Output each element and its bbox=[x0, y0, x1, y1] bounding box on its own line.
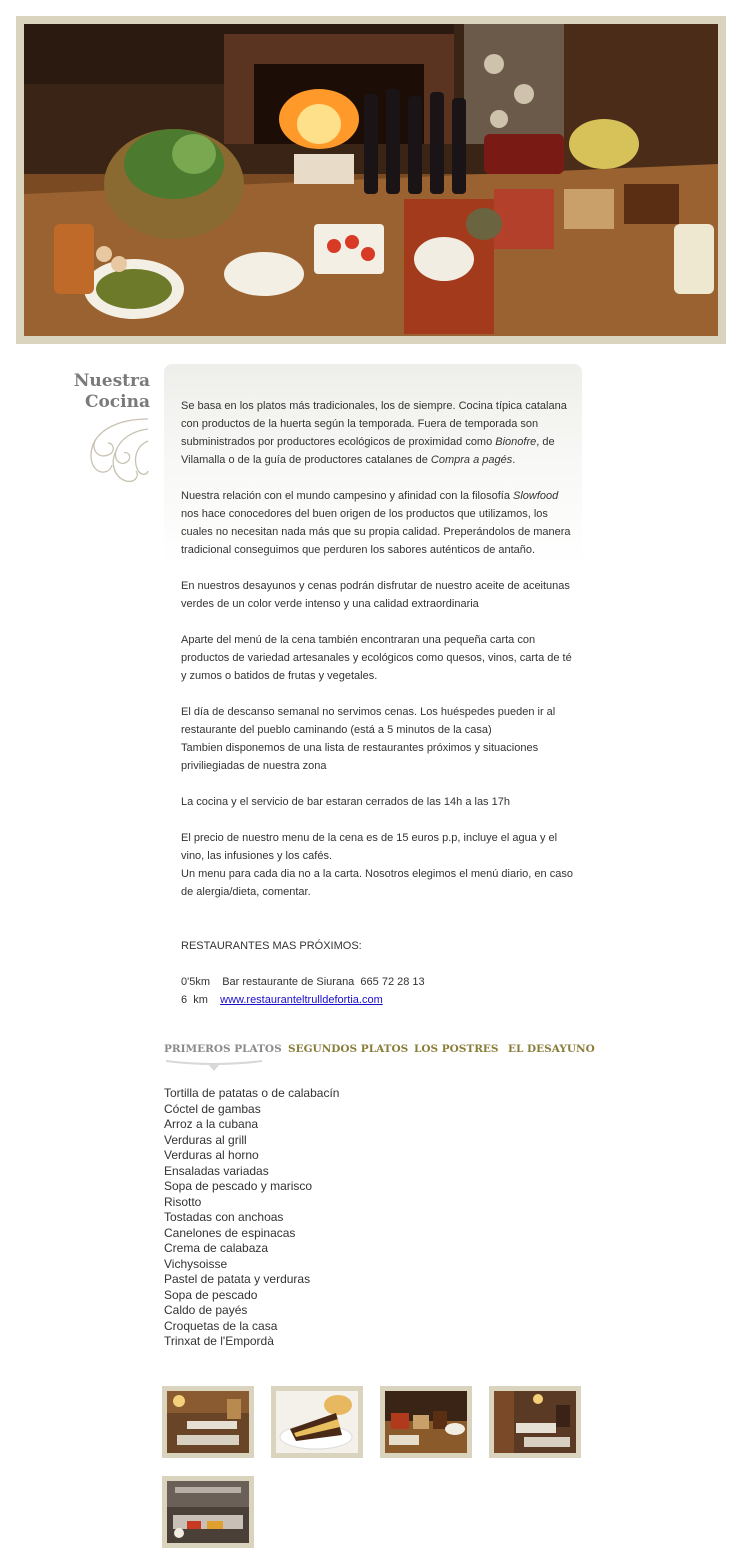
dining-room-photo bbox=[167, 1391, 249, 1453]
list-item: Sopa de pescado y marisco bbox=[164, 1179, 313, 1193]
list-item: Verduras al grill bbox=[164, 1132, 247, 1147]
list-item: Caldo de payés bbox=[164, 1303, 248, 1317]
list-item: Tostadas con anchoas bbox=[164, 1210, 284, 1224]
list-item: Verduras al horno bbox=[164, 1148, 259, 1162]
section-title bbox=[40, 371, 150, 413]
list-item: Trinxat de l'Empordà bbox=[164, 1334, 274, 1348]
list-item: Cóctel de gambas bbox=[164, 1101, 261, 1116]
gallery-thumbnail-buffet[interactable] bbox=[380, 1386, 472, 1458]
tab-el-desayuno[interactable]: EL DESAYUNO bbox=[508, 1043, 595, 1055]
section-title-line1: Nuestra bbox=[73, 371, 150, 391]
buffet-photo bbox=[385, 1391, 467, 1453]
list-item: Arroz a la cubana bbox=[164, 1117, 259, 1131]
paragraph-kitchen-hours: La cocina y el servicio de bar estaran cerrados de las 14h a las 17h bbox=[181, 796, 510, 808]
list-item: Tortilla de patatas o de calabacín bbox=[164, 1086, 340, 1100]
list-item: Sopa de pescado bbox=[164, 1287, 258, 1302]
active-tab-indicator bbox=[164, 1058, 264, 1072]
list-item: Pastel de patata y verduras bbox=[164, 1272, 311, 1286]
paragraph-dinner-menu: Aparte del menú de la cena también encontraran una pequeña carta con productos de variedad artesanales y ecológicos como quesos, vinos, carta de té y zumos o batidos de frutas y vegetales. bbox=[181, 634, 572, 682]
tab-primeros-platos[interactable]: PRIMEROS PLATOS bbox=[164, 1043, 282, 1055]
list-item: Crema de calabaza bbox=[164, 1241, 269, 1255]
restaurant-siurana: 0'5km Bar restaurante de Siurana 665 72 28 13 bbox=[181, 976, 425, 988]
tab-los-postres[interactable]: LOS POSTRES bbox=[414, 1043, 499, 1055]
kitchen-photo bbox=[167, 1481, 249, 1543]
gallery-thumbnail-cake[interactable] bbox=[271, 1386, 363, 1458]
dish-list bbox=[164, 1086, 339, 1350]
section-title-line2: Cocina bbox=[84, 392, 150, 412]
paragraph-slowfood: Nuestra relación con el mundo campesino y afinidad con la filosofía Slowfood nos hace conocedores del buen origen de los productos que utilizamos, los cuales no necesitan nada más que su propia calidad. Preperándolos de manera tradicional conseguimos que perduren los sabores auténticos de antaño. bbox=[181, 490, 571, 556]
flourish-ornament-icon bbox=[86, 415, 152, 485]
list-item: Risotto bbox=[164, 1194, 202, 1209]
paragraph-intro: Se basa en los platos más tradicionales, los de siempre. Cocina típica catalana con productos de la huerta según la temporada. Fuera de temporada son subministrados por productores ecológicos de proximidad como Bionofre, de Vilamalla o de la guía de productores catalanes de Compra a pagés. bbox=[181, 400, 567, 466]
menu-tabs bbox=[164, 1043, 604, 1073]
hero-photo bbox=[24, 24, 718, 336]
gallery-thumbnail-kitchen[interactable] bbox=[162, 1476, 254, 1548]
list-item: Vichysoisse bbox=[164, 1256, 228, 1271]
tab-segundos-platos[interactable]: SEGUNDOS PLATOS bbox=[288, 1043, 409, 1055]
gallery-thumbnail-dining-room[interactable] bbox=[162, 1386, 254, 1458]
list-item: Canelones de espinacas bbox=[164, 1225, 296, 1240]
restaurant-trull: 6 km www.restauranteltrulldefortia.com bbox=[181, 994, 383, 1006]
restaurants-heading: RESTAURANTES MAS PRÓXIMOS: bbox=[181, 940, 362, 952]
bionofre-text: Bionofre bbox=[495, 436, 537, 448]
dining-hall-photo bbox=[494, 1391, 576, 1453]
paragraph-rest-day: El día de descanso semanal no servimos cenas. Los huéspedes pueden ir al restaurante del pueblo caminando (está a 5 minutos de la casa) Tambien disponemos de una lista de restaurantes próximos y situaciones priviliegiadas de nuestra zona bbox=[181, 706, 556, 772]
paragraph-price: El precio de nuestro menu de la cena es de 15 euros p.p, incluye el agua y el vino, las infusiones y los cafés. Un menu para cada dia no a la carta. Nosotros elegimos el menú diario, en caso de alergia/dieta, comentar. bbox=[181, 832, 573, 898]
list-item: Ensaladas variadas bbox=[164, 1163, 269, 1178]
hero-photo-frame bbox=[16, 16, 726, 344]
paragraph-olive-oil: En nuestros desayunos y cenas podrán disfrutar de nuestro aceite de aceitunas verdes de un color verde intenso y una calidad extraordinaria bbox=[181, 580, 570, 610]
gallery-thumbnail-dining-hall[interactable] bbox=[489, 1386, 581, 1458]
list-item: Croquetas de la casa bbox=[164, 1318, 278, 1333]
compra-a-pages-text: Compra a pagés bbox=[430, 454, 513, 466]
cake-photo bbox=[276, 1391, 358, 1453]
slowfood-text: Slowfood bbox=[513, 490, 559, 502]
restaurant-trull-link[interactable]: www.restauranteltrulldefortia.com bbox=[220, 994, 383, 1006]
content-text bbox=[181, 397, 573, 1009]
